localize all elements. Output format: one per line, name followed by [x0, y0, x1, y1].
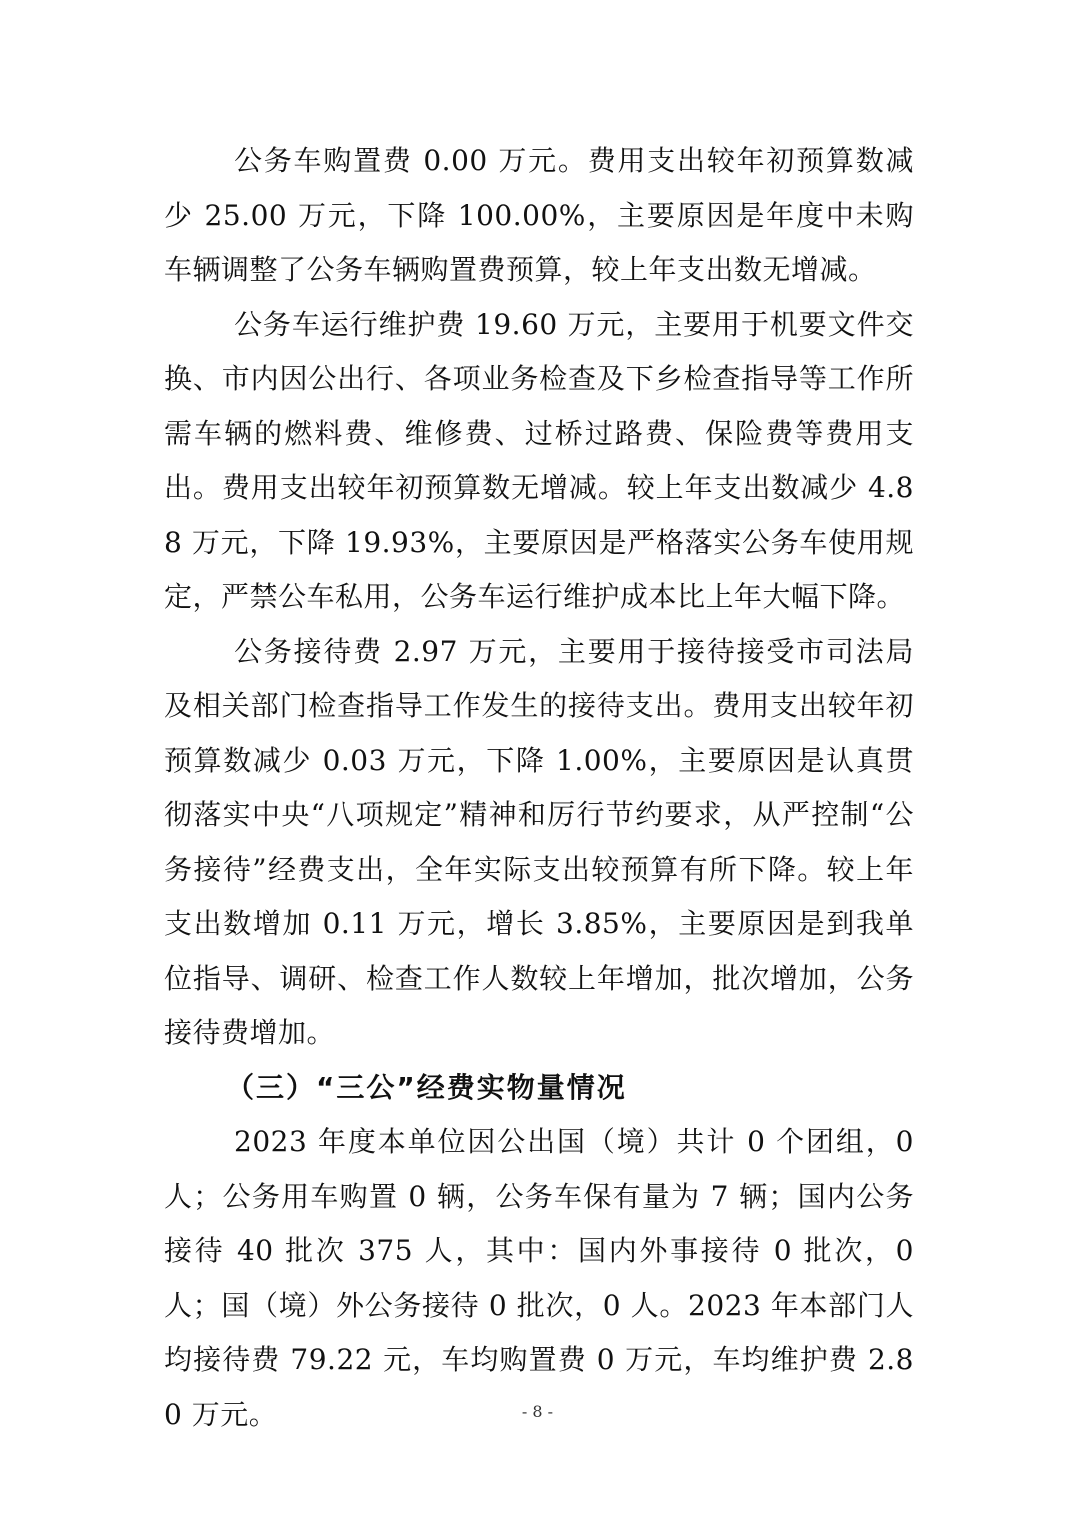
page-number: - 8 -	[521, 1402, 554, 1421]
paragraph-vehicle-purchase: 公务车购置费 0.00 万元。费用支出较年初预算数减少 25.00 万元，下降 100.00%，主要原因是年度中未购车辆调整了公务车辆购置费预算，较上年支出数无增减。	[164, 144, 914, 286]
paragraph-reception-expense: 公务接待费 2.97 万元，主要用于接待接受市司法局及相关部门检查指导工作发生的接待支出。费用支出较年初预算数减少 0.03 万元，下降 1.00%，主要原因是认真贯彻落实中央“八项规定”精神和厉行节约要求，从严控制“公务接待”经费支出，全年实际支出较预算有所下降。较上年支出数增加 0.11 万元，增长 3.85%，主要原因是到我单位指导、调研、检查工作人数较上年增加，批次增加，公务接待费增加。	[164, 634, 914, 1049]
document-body	[164, 134, 914, 1442]
paragraph-vehicle-maintenance: 公务车运行维护费 19.60 万元，主要用于机要文件交换、市内因公出行、各项业务检查及下乡检查指导等工作所需车辆的燃料费、维修费、过桥过路费、保险费等费用支出。费用支出较年初预算数无增减。较上年支出数减少 4.88 万元，下降 19.93%，主要原因是严格落实公务车使用规定，严禁公车私用，公务车运行维护成本比上年大幅下降。	[164, 307, 914, 613]
section-heading: （三）“三公”经费实物量情况	[226, 1070, 627, 1104]
paragraph-physical-quantity: 2023 年度本单位因公出国（境）共计 0 个团组，0 人；公务用车购置 0 辆，公务车保有量为 7 辆；国内公务接待 40 批次 375 人，其中：国内外事接待 0 批次，0 人；国（境）外公务接待 0 批次，0 人。2023 年本部门人均接待费 79.22 元，车均购置费 0 万元，车均维护费 2.80 万元。	[164, 1125, 914, 1431]
